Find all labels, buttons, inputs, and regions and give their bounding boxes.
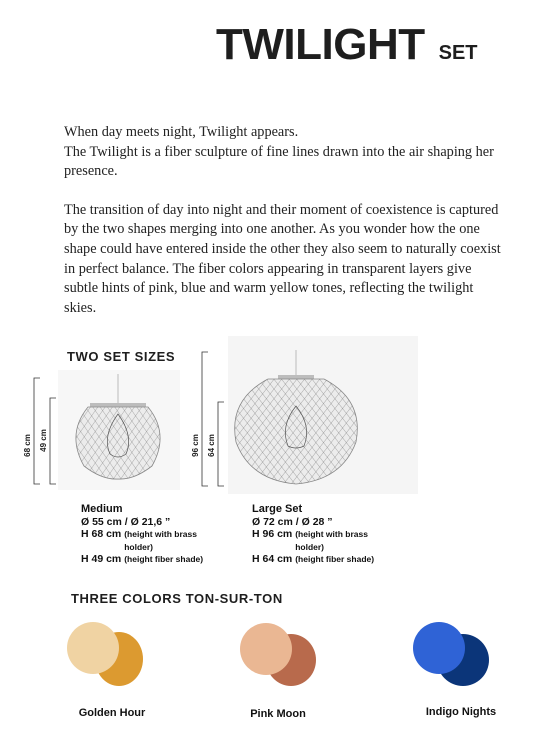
large-dimension-brackets [198,350,228,490]
medium-lamp-image [62,374,174,484]
large-height-total-note: (height with brass holder) [295,529,368,552]
medium-specs [81,503,216,566]
page-title [216,20,478,70]
intro-line-2: The Twilight is a fiber sculpture of fine lines drawn into the air shaping her presence. [64,143,494,180]
title-main: TWILIGHT [216,20,425,69]
large-name: Large Set [252,503,303,515]
intro-paragraph-1 [64,123,504,182]
large-height-shade-note: (height fiber shade) [295,554,375,564]
medium-height-total [81,528,216,553]
medium-height-shade-note: (height fiber shade) [124,554,204,564]
pink-moon-front-circle [240,623,292,675]
indigo-nights-front-circle [413,622,465,674]
large-height-total [252,528,387,553]
intro-line-1: When day meets night, Twilight appears. [64,124,299,140]
intro-paragraph-2: The transition of day into night and their moment of coexistence is captured by the two shapes merging into one another. As you wonder how the one shape could have entered inside the other they also seem to naturally coexist in perfect balance. The fiber colors appearing in transparent layers give subtle hints of pink, blue and warm yellow tones, reflecting the twilight skies. [64,201,501,316]
medium-height-total-value: H 68 cm [81,528,122,540]
medium-shade-height-label: 49 cm [38,429,48,452]
title-suffix: SET [438,42,478,64]
large-height-total-value: H 96 cm [252,528,293,540]
sizes-heading: TWO SET SIZES [67,349,176,364]
medium-height-shade-value: H 49 cm [81,553,122,565]
medium-height-total-note: (height with brass holder) [124,529,197,552]
intro-text [64,123,504,318]
large-total-height-label: 96 cm [190,434,200,457]
large-shade-height-label: 64 cm [206,434,216,457]
large-diameter: Ø 72 cm / Ø 28 ” [252,515,333,528]
medium-height-shade [81,553,216,566]
medium-total-height-label: 68 cm [22,434,32,457]
large-lamp-image [228,350,364,490]
large-specs [252,503,387,566]
color-name-indigo-nights: Indigo Nights [425,706,497,718]
colors-heading: THREE COLORS TON-SUR-TON [71,591,283,606]
medium-name: Medium [81,503,123,515]
golden-hour-front-circle [67,622,119,674]
large-height-shade-value: H 64 cm [252,553,293,565]
color-name-golden-hour: Golden Hour [78,707,146,719]
large-height-shade [252,553,387,566]
medium-diameter: Ø 55 cm / Ø 21,6 ” [81,515,171,528]
color-name-pink-moon: Pink Moon [250,708,306,720]
